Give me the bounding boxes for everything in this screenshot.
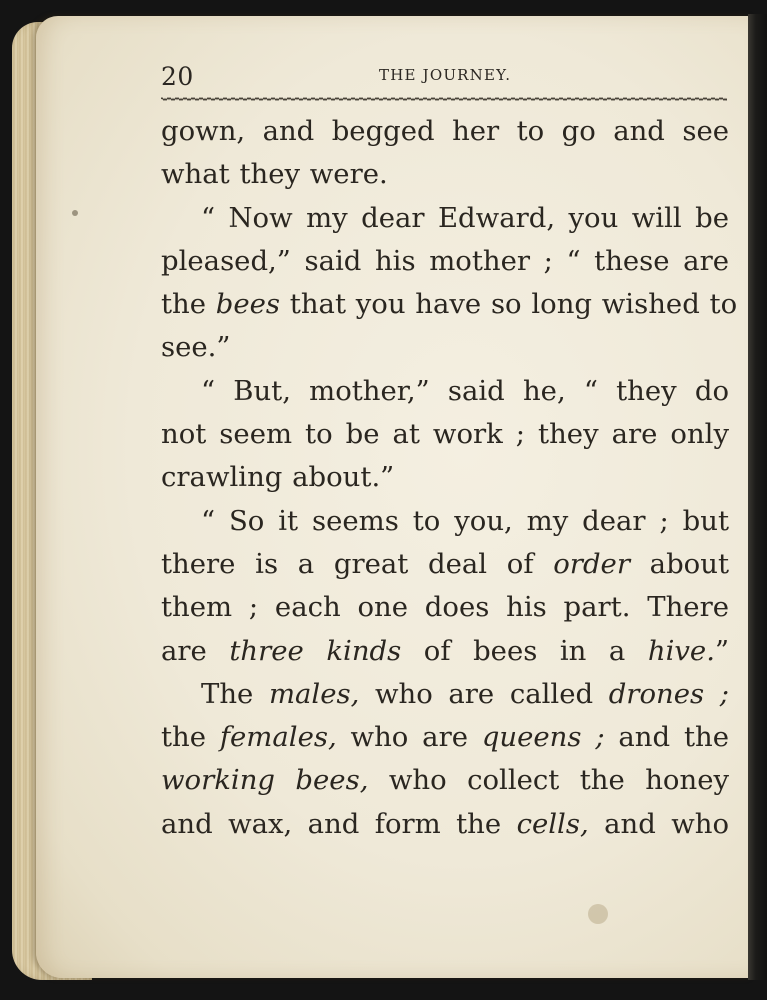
- text-run: the: [161, 721, 220, 754]
- italic-text: females,: [219, 721, 337, 754]
- italic-text: three kinds: [229, 634, 402, 667]
- text-run: and wax, and form the: [161, 807, 517, 840]
- text-run: crawling about.”: [161, 461, 395, 494]
- paper-spot: [588, 904, 608, 924]
- text-line: [161, 240, 729, 283]
- text-run: who are: [336, 721, 482, 754]
- text-line: [161, 586, 729, 629]
- text-line: [161, 153, 729, 196]
- page-shadow-edge: [748, 14, 767, 980]
- text-run: there is a great deal of: [161, 547, 554, 580]
- italic-text: drones ;: [608, 677, 729, 710]
- text-line: [161, 456, 729, 499]
- text-run: “ So it seems to you, my dear ; but: [201, 504, 729, 537]
- text-run: gown, and begged her to go and see: [161, 115, 729, 147]
- italic-text: order: [553, 547, 630, 580]
- running-head: THE JOURNEY.: [379, 66, 512, 84]
- text-run: “ But, mother,” said he, “ they do: [201, 374, 729, 407]
- text-line: [161, 110, 729, 153]
- text-run: not seem to be at work ; they are only: [161, 418, 729, 451]
- text-run: pleased,” said his mother ; “ these are: [161, 244, 729, 277]
- italic-text: queens ;: [481, 721, 605, 754]
- header-rule: [161, 96, 727, 102]
- text-run: that you have so long wished to: [280, 288, 738, 321]
- text-line: [161, 673, 729, 716]
- body-text: [161, 110, 738, 846]
- text-run: and the: [604, 721, 729, 754]
- text-line: [161, 716, 729, 759]
- text-run: see.”: [161, 331, 231, 364]
- text-line: [161, 370, 729, 413]
- text-line: [161, 500, 729, 543]
- text-run: what they were.: [161, 158, 388, 191]
- italic-text: hive.: [647, 634, 715, 667]
- text-line: [161, 803, 729, 846]
- page-header: [161, 62, 729, 96]
- text-run: who collect the honey: [368, 764, 729, 797]
- text-line: [161, 326, 729, 369]
- text-line: [161, 543, 729, 586]
- text-line: [161, 197, 729, 240]
- page-number: 20: [161, 62, 194, 91]
- text-line: [161, 283, 738, 326]
- text-line: [161, 630, 729, 673]
- text-line: [161, 759, 729, 802]
- italic-text: working bees,: [161, 764, 369, 797]
- text-run: the: [161, 288, 216, 321]
- text-run: who are called: [359, 677, 609, 710]
- text-run: “ Now my dear Edward, you will be: [201, 201, 729, 234]
- text-run: of bees in a: [401, 634, 648, 667]
- text-run: them ; each one does his part. There: [161, 591, 729, 624]
- paper-spot: [72, 210, 78, 216]
- text-run: and who: [588, 807, 730, 840]
- italic-text: cells,: [516, 807, 589, 840]
- text-run: are: [161, 634, 230, 667]
- text-line: [161, 413, 729, 456]
- text-run: about: [629, 547, 730, 580]
- text-run: ”: [714, 634, 729, 667]
- italic-text: bees: [215, 288, 281, 321]
- italic-text: males,: [268, 677, 360, 710]
- text-run: The: [201, 677, 269, 710]
